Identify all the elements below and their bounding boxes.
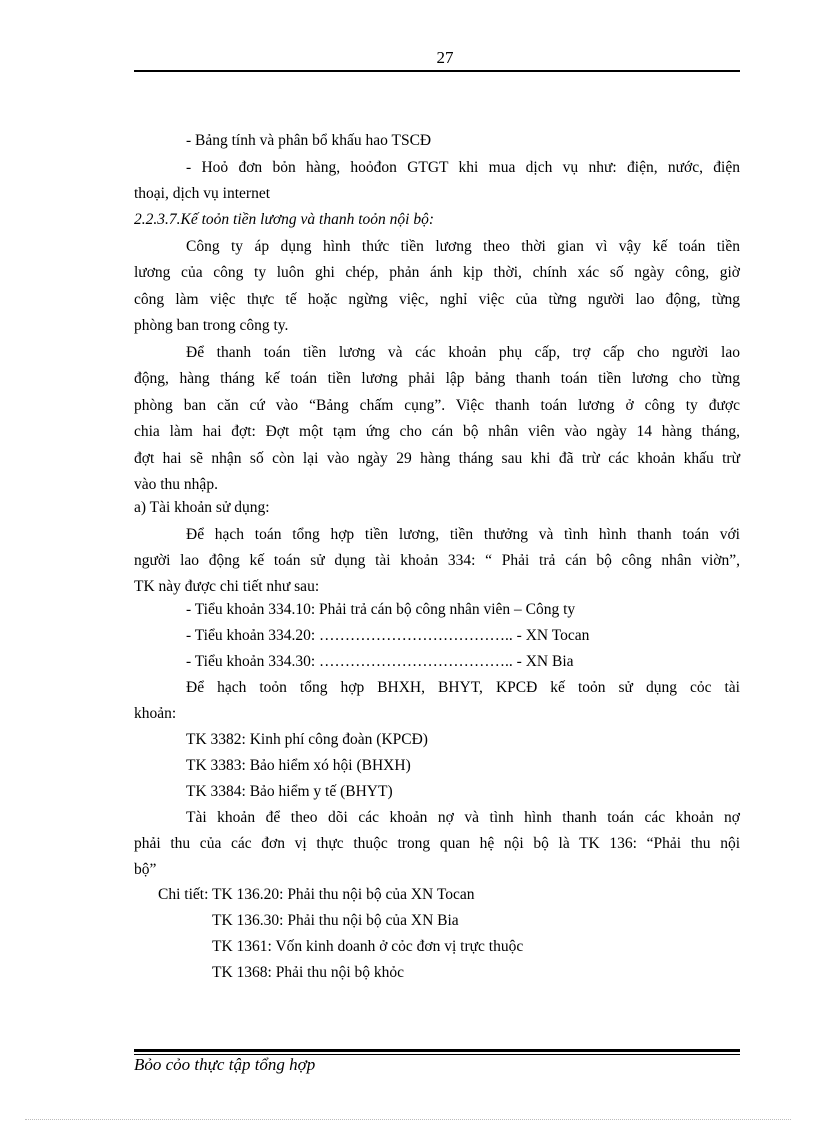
account-item: TK 3383: Bảo hiểm xó hội (BHXH)	[186, 757, 411, 774]
account-item: TK 1361: Vốn kinh doanh ở cỏc đơn vị trực thuộc	[212, 938, 524, 955]
list-item: - Tiểu khoản 334.30: ……………………………….. - XN Bia	[186, 653, 574, 670]
text-line: TK này được chi tiết như sau:	[134, 578, 320, 595]
footer-rule-thick	[134, 1049, 740, 1052]
account-item: TK 136.30: Phải thu nội bộ của XN Bia	[212, 912, 459, 929]
list-item: - Tiểu khoản 334.10: Phải trả cán bộ công nhân viên – Công ty	[186, 601, 576, 618]
text-line: Tài khoản để theo dõi các khoản nợ và tình hình thanh toán các khoản nợ	[186, 809, 740, 826]
text-line: phòng ban trong công ty.	[134, 317, 289, 334]
subsection-heading: a) Tài khoản sử dụng:	[134, 499, 270, 516]
text-line: vào thu nhập.	[134, 476, 218, 493]
text-line: phải thu của các đơn vị thực thuộc trong quan hệ nội bộ là TK 136: “Phải thu nội	[134, 835, 740, 852]
text-line: lương của công ty luôn ghi chép, phản ánh kịp thời, chính xác số ngày công, giờ	[134, 264, 740, 281]
text-line: - Bảng tính và phân bổ khấu hao TSCĐ	[186, 132, 432, 149]
text-line: công làm việc thực tế hoặc ngừng việc, nghỉ việc của từng người lao động, từng	[134, 291, 740, 308]
header-rule	[134, 70, 740, 72]
text-line: chia làm hai đợt: Đợt một tạm ứng cho cán bộ nhân viên vào ngày 14 hàng tháng,	[134, 423, 740, 440]
text-line: Công ty áp dụng hình thức tiền lương theo thời gian vì vậy kế toán tiền	[186, 238, 740, 255]
text-line: đợt hai sẽ nhận số còn lại vào ngày 29 hàng tháng sau khi đã trừ các khoản khấu trừ	[134, 450, 740, 467]
text-line: Để hạch toỏn tổng hợp BHXH, BHYT, KPCĐ kế toỏn sử dụng cỏc tài	[186, 679, 740, 696]
text-line: động, hàng tháng kế toán tiền lương phải lập bảng thanh toán tiền lương cho từng	[134, 370, 740, 387]
account-item: Chi tiết: TK 136.20: Phải thu nội bộ của XN Tocan	[158, 886, 475, 903]
text-line: thoại, dịch vụ internet	[134, 185, 271, 202]
account-item: TK 3384: Bảo hiểm y tế (BHYT)	[186, 783, 393, 800]
text-line: bộ”	[134, 861, 157, 878]
text-line: người lao động kế toán sử dụng tài khoản 334: “ Phải trả cán bộ công nhân viờn”,	[134, 552, 740, 569]
footer-title: Bỏo cỏo thực tập tổng hợp	[134, 1055, 316, 1074]
page-edge-dots	[25, 1119, 791, 1120]
text-line: phòng ban căn cứ vào “Bảng chấm cụng”. Việc thanh toán lương ở công ty được	[134, 397, 740, 414]
list-item: - Tiểu khoản 334.20: ……………………………….. - XN Tocan	[186, 627, 590, 644]
text-line: khoản:	[134, 705, 177, 722]
account-item: TK 1368: Phải thu nội bộ khỏc	[212, 964, 405, 981]
page-number: 27	[436, 48, 454, 67]
text-line: Để thanh toán tiền lương và các khoản phụ cấp, trợ cấp cho người lao	[186, 344, 740, 361]
text-line: - Hoỏ đơn bỏn hàng, hoỏđon GTGT khi mua dịch vụ như: điện, nước, điện	[186, 159, 740, 176]
text-line: Để hạch toán tổng hợp tiền lương, tiền thưởng và tình hình thanh toán với	[186, 526, 740, 543]
account-item: TK 3382: Kinh phí công đoàn (KPCĐ)	[186, 731, 428, 748]
section-heading: 2.2.3.7.Kế toỏn tiền lương và thanh toỏn nội bộ:	[134, 211, 435, 228]
